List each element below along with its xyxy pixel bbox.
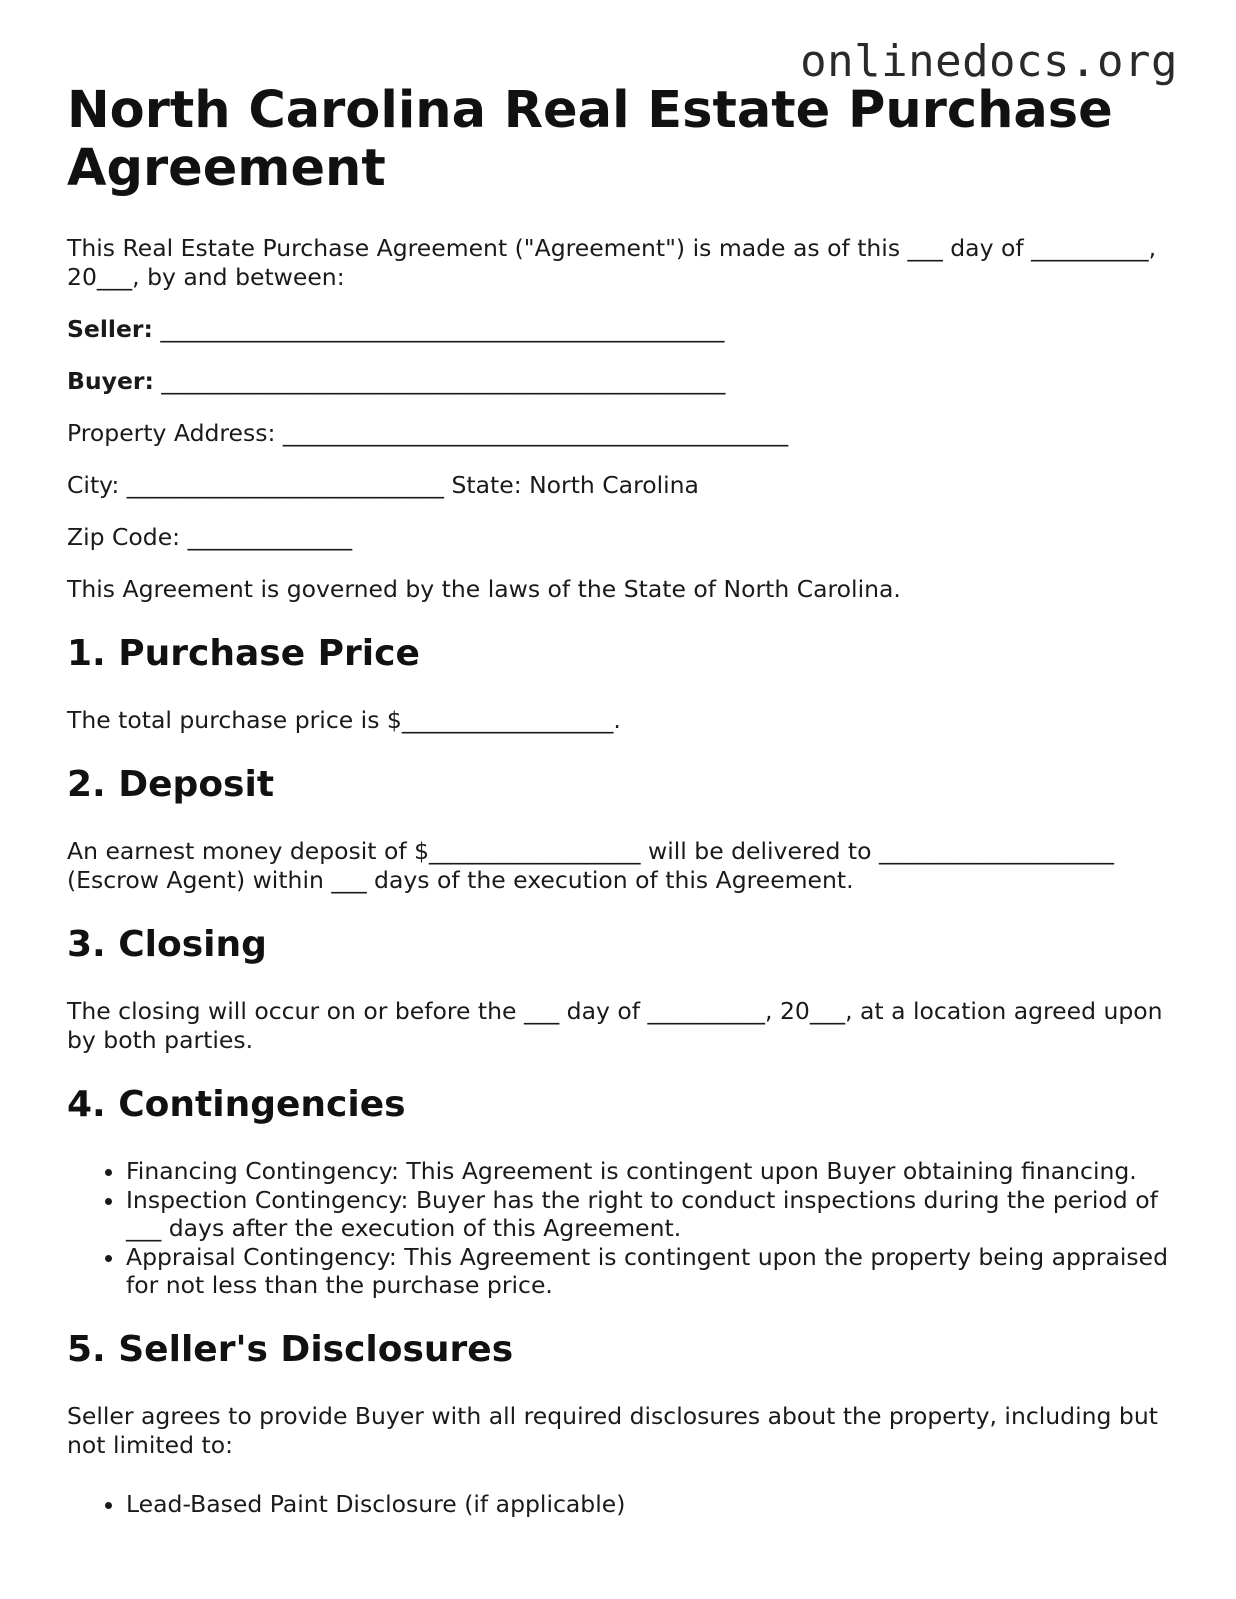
section-heading-disclosures: 5. Seller's Disclosures (67, 1328, 514, 1370)
governing-law-paragraph: This Agreement is governed by the laws of the State of North Carolina. (67, 575, 901, 603)
section-heading-contingencies: 4. Contingencies (67, 1084, 406, 1125)
disclosures-list (67, 1490, 1177, 1519)
seller-label: Seller: (67, 315, 153, 343)
intro-paragraph: This Real Estate Purchase Agreement ("Agreement") is made as of this ___ day of __________, 20___, by and between: (67, 234, 1157, 291)
buyer-label: Buyer: (67, 367, 154, 395)
zip-field: Zip Code: ______________ (67, 523, 353, 551)
list-item: • Financing Contingency: This Agreement is contingent upon Buyer obtaining financing. (126, 1157, 1177, 1186)
property-address-field: Property Address: ___________________________________________ (67, 419, 789, 447)
closing-paragraph: The closing will occur on or before the ___ day of __________, 20___, at a location agreed upon by both parties. (67, 997, 1163, 1054)
watermark-logo: onlinedocs.org (800, 36, 1178, 87)
seller-field (67, 315, 1177, 344)
city-field: City: ___________________________ (67, 471, 444, 499)
disclosures-paragraph: Seller agrees to provide Buyer with all required disclosures about the property, including but not limited to: (67, 1401, 1158, 1459)
deposit-paragraph: An earnest money deposit of $__________________ will be delivered to ____________________ (Escrow Agent) within ___ days of the execution of this Agreement. (67, 837, 1114, 894)
seller-blank: ________________________________________________ (160, 315, 725, 343)
document-title: North Carolina Real Estate Purchase Agreement (67, 81, 1113, 198)
list-item: • Lead-Based Paint Disclosure (if applicable) (126, 1490, 1177, 1519)
document-page (67, 82, 1177, 1518)
list-item: • Inspection Contingency: Buyer has the right to conduct inspections during the period of ___ days after the execution of this Agreement. (126, 1186, 1177, 1243)
buyer-field (67, 367, 1177, 396)
section-heading-purchase-price: 1. Purchase Price (67, 633, 420, 674)
contingencies-list (67, 1157, 1177, 1300)
city-state-field (67, 471, 1177, 500)
section-heading-closing: 3. Closing (67, 924, 267, 965)
purchase-price-paragraph: The total purchase price is $__________________. (67, 706, 621, 734)
list-item: • Appraisal Contingency: This Agreement is contingent upon the property being appraised for not less than the purchase price. (126, 1243, 1177, 1300)
buyer-blank: ________________________________________________ (161, 367, 726, 395)
section-heading-deposit: 2. Deposit (67, 764, 275, 805)
state-field: State: North Carolina (451, 471, 699, 499)
